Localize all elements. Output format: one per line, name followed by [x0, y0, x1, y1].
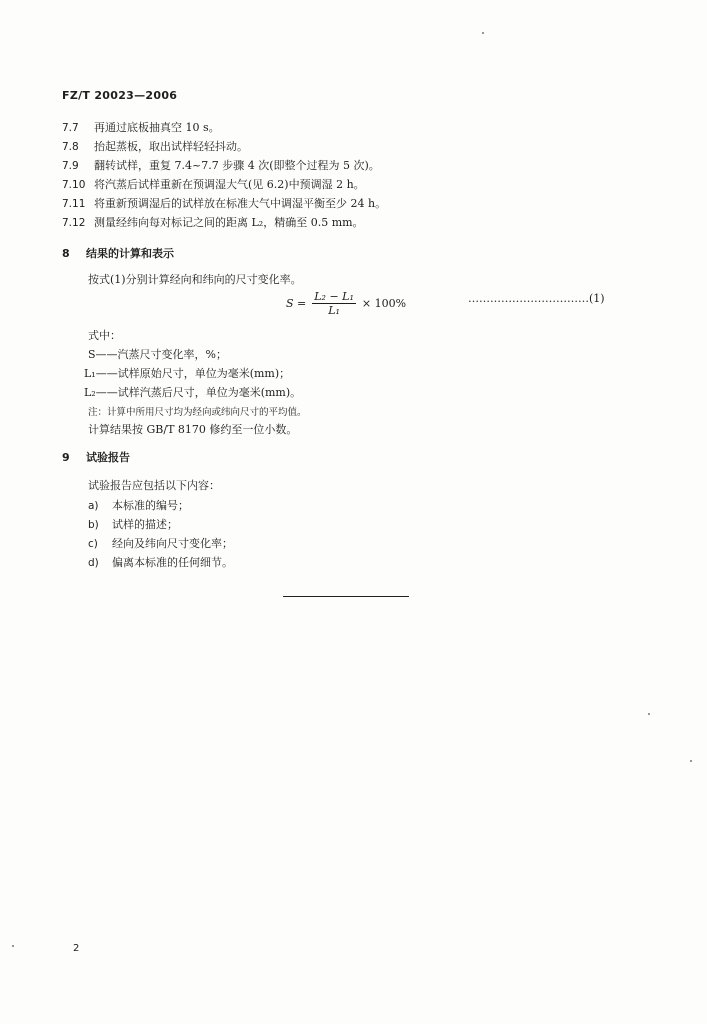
equation-number: ……………………………(1) [468, 292, 605, 305]
step-7-9 [62, 158, 380, 174]
section-9-heading [62, 450, 130, 465]
report-item-a [88, 497, 189, 513]
list-text: 试样的描述； [112, 518, 178, 531]
step-number: 7.10 [62, 179, 86, 191]
formula-lhs: S = [286, 297, 307, 310]
list-text: 偏离本标准的任何细节。 [112, 556, 233, 569]
step-number: 7.9 [62, 160, 79, 172]
step-text: 测量经纬向每对标记之间的距离 L₂，精确至 0.5 mm。 [94, 216, 364, 229]
scan-speck [12, 945, 14, 947]
list-text: 本标准的编号； [112, 499, 189, 512]
step-number: 7.7 [62, 122, 79, 134]
section-9-intro: 试验报告应包括以下内容： [88, 479, 220, 492]
list-label: a) [88, 500, 99, 512]
list-label: c) [88, 538, 98, 550]
step-text: 翻转试样，重复 7.4~7.7 步骤 4 次(即整个过程为 5 次)。 [94, 159, 380, 172]
scan-speck [482, 32, 484, 34]
step-number: 7.12 [62, 217, 86, 229]
report-item-c [88, 535, 233, 551]
rounding-statement: 计算结果按 GB/T 8170 修约至一位小数。 [88, 423, 298, 436]
report-item-d [88, 554, 233, 570]
definition-s: S——汽蒸尺寸变化率，%； [88, 348, 227, 361]
formula-fraction [312, 290, 356, 317]
definition-l1: L₁——试样原始尺寸，单位为毫米(mm)； [84, 367, 291, 380]
standard-code-header: FZ/T 20023—2006 [62, 89, 178, 102]
step-number: 7.11 [62, 198, 86, 210]
list-text: 经向及纬向尺寸变化率； [112, 537, 233, 550]
step-7-10 [62, 177, 365, 193]
list-label: d) [88, 557, 99, 569]
report-item-b [88, 516, 178, 532]
formula-numerator: L₂ − L₁ [314, 290, 354, 303]
list-label: b) [88, 519, 99, 531]
end-rule [283, 596, 409, 597]
where-label: 式中： [88, 329, 121, 342]
step-7-12 [62, 215, 364, 231]
step-text: 再通过底板抽真空 10 s。 [94, 121, 220, 134]
section-number: 9 [62, 451, 70, 464]
formula-denominator: L₁ [328, 304, 340, 317]
step-7-8 [62, 139, 248, 155]
scan-speck [690, 760, 692, 762]
step-7-7 [62, 120, 220, 136]
step-number: 7.8 [62, 141, 79, 153]
formula-rhs: × 100% [361, 297, 407, 310]
calculation-note: 注：计算中所用尺寸均为经向或纬向尺寸的平均值。 [88, 407, 307, 418]
formula-1 [286, 290, 406, 317]
step-text: 将重新预调湿后的试样放在标准大气中调湿平衡至少 24 h。 [94, 197, 387, 210]
page-number: 2 [73, 943, 80, 954]
section-title: 结果的计算和表示 [86, 247, 174, 260]
section-number: 8 [62, 247, 70, 260]
scan-speck [648, 713, 650, 715]
step-text: 将汽蒸后试样重新在预调湿大气(见 6.2)中预调湿 2 h。 [94, 178, 365, 191]
section-title: 试验报告 [86, 451, 130, 464]
section-8-heading [62, 246, 174, 261]
section-8-intro: 按式(1)分别计算经向和纬向的尺寸变化率。 [88, 273, 302, 286]
definition-l2: L₂——试样汽蒸后尺寸，单位为毫米(mm)。 [84, 386, 302, 399]
step-7-11 [62, 196, 386, 212]
step-text: 抬起蒸板，取出试样轻轻抖动。 [94, 140, 248, 153]
